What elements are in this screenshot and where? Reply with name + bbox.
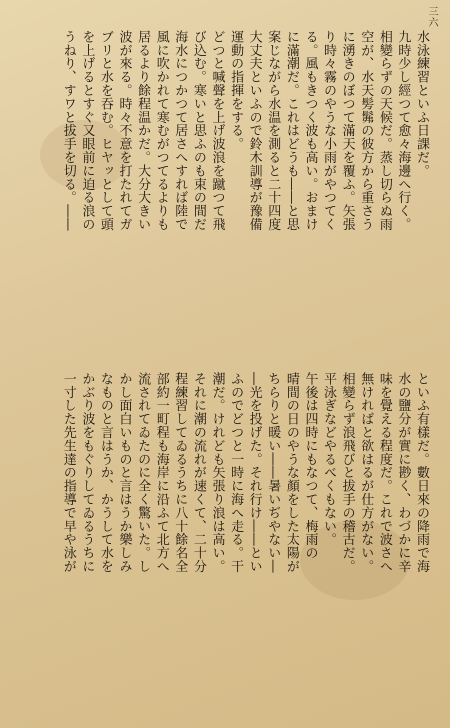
text-column: 潮だ。けれども矢張り浪は高い。 bbox=[209, 372, 225, 573]
text-column: 平泳ぎなどやるべくもない。 bbox=[321, 372, 337, 547]
text-column: といふ有樣だ。數日來の降雨で海 bbox=[414, 372, 429, 573]
text-column: うねり、すワと拔手を切る。―― bbox=[60, 30, 76, 231]
text-column: それに潮の流れが速くて、二十分 bbox=[190, 372, 206, 573]
text-column: 午後は四時にもなつて、梅雨の bbox=[302, 372, 318, 560]
text-column: を上げるとすぐ又眼前に迫る浪の bbox=[79, 30, 95, 231]
text-column: かぶり波をもぐりしてゐるうちに bbox=[79, 372, 95, 573]
text-column: 運動の指揮をする。 bbox=[228, 30, 244, 151]
text-column: ちらりと暖い――暑いぢやない― bbox=[265, 372, 281, 573]
text-column: り時々霧のやうな小雨がやつてく bbox=[321, 30, 337, 231]
text-column: 水の鹽分が實に尠く、わづかに辛 bbox=[395, 372, 411, 573]
text-column: 案じながら水温を測ると二十四度 bbox=[265, 30, 281, 231]
page-number: 三六 bbox=[426, 6, 437, 28]
text-column: 大丈夫といふので鈴木訓導が豫備 bbox=[246, 30, 262, 231]
upper-text-block bbox=[14, 30, 430, 355]
text-column: 九時少し經つて愈々海邊へ行く。 bbox=[395, 30, 411, 231]
text-column: 味を覺える程度だ。これで波さへ bbox=[376, 372, 392, 573]
text-column: び込む。寒いと思ふのも束の間だ bbox=[190, 30, 206, 231]
lower-text-block bbox=[14, 372, 430, 702]
text-column: 風に吹かれて寒むがつてるよりも bbox=[153, 30, 169, 231]
text-column: 空が、水天髣髴の彼方から重さう bbox=[358, 30, 374, 231]
text-column: 水泳練習といふ日課だ。 bbox=[414, 30, 429, 178]
text-column: 部約一町程も海岸に沿ふて北方へ bbox=[153, 372, 169, 573]
text-column: 一寸した先生達の指導で早や泳が bbox=[60, 372, 76, 573]
text-column: 相變らずの天候だ。蒸し切らぬ雨 bbox=[376, 30, 392, 231]
text-column: に滿潮だ。これはどうも――と思 bbox=[283, 30, 299, 231]
text-column: どつと喊聲を上げ波浪を蹴つて飛 bbox=[209, 30, 225, 231]
text-column: ブリと水を吞む。ヒヤッとして頭 bbox=[97, 30, 113, 231]
text-column: かし面白いものと言はうか樂しみ bbox=[116, 372, 132, 573]
text-column: 居るより餘程温かだ。大分大きい bbox=[135, 30, 151, 231]
text-column: る。風もきつく波も高い。おまけ bbox=[302, 30, 318, 231]
text-column: 無ければと欲はるが仕方がない。 bbox=[358, 372, 374, 573]
text-column: 程練習してゐるうちに八十餘名全 bbox=[172, 372, 188, 573]
text-column: 晴間の日のやうな顏をした太陽が bbox=[283, 372, 299, 573]
text-column: 相變らず浪飛びと拔手の稽古だ。 bbox=[339, 372, 355, 573]
text-column: に湧きのぼつて滿天を覆ふ。矢張 bbox=[339, 30, 355, 231]
text-column: 海水につかつて居さへすれば陸で bbox=[172, 30, 188, 231]
text-column: 流されてゐたのに全く驚いた。し bbox=[135, 372, 151, 573]
text-column: なものと言はうか、かうして水を bbox=[97, 372, 113, 573]
text-column: 波が來る。時々不意を打たれてガ bbox=[116, 30, 132, 231]
text-column: ―光を投げた。それ行け――とい bbox=[246, 372, 262, 573]
text-column: ふのでどつと一時に海へ走る。干 bbox=[228, 372, 244, 573]
